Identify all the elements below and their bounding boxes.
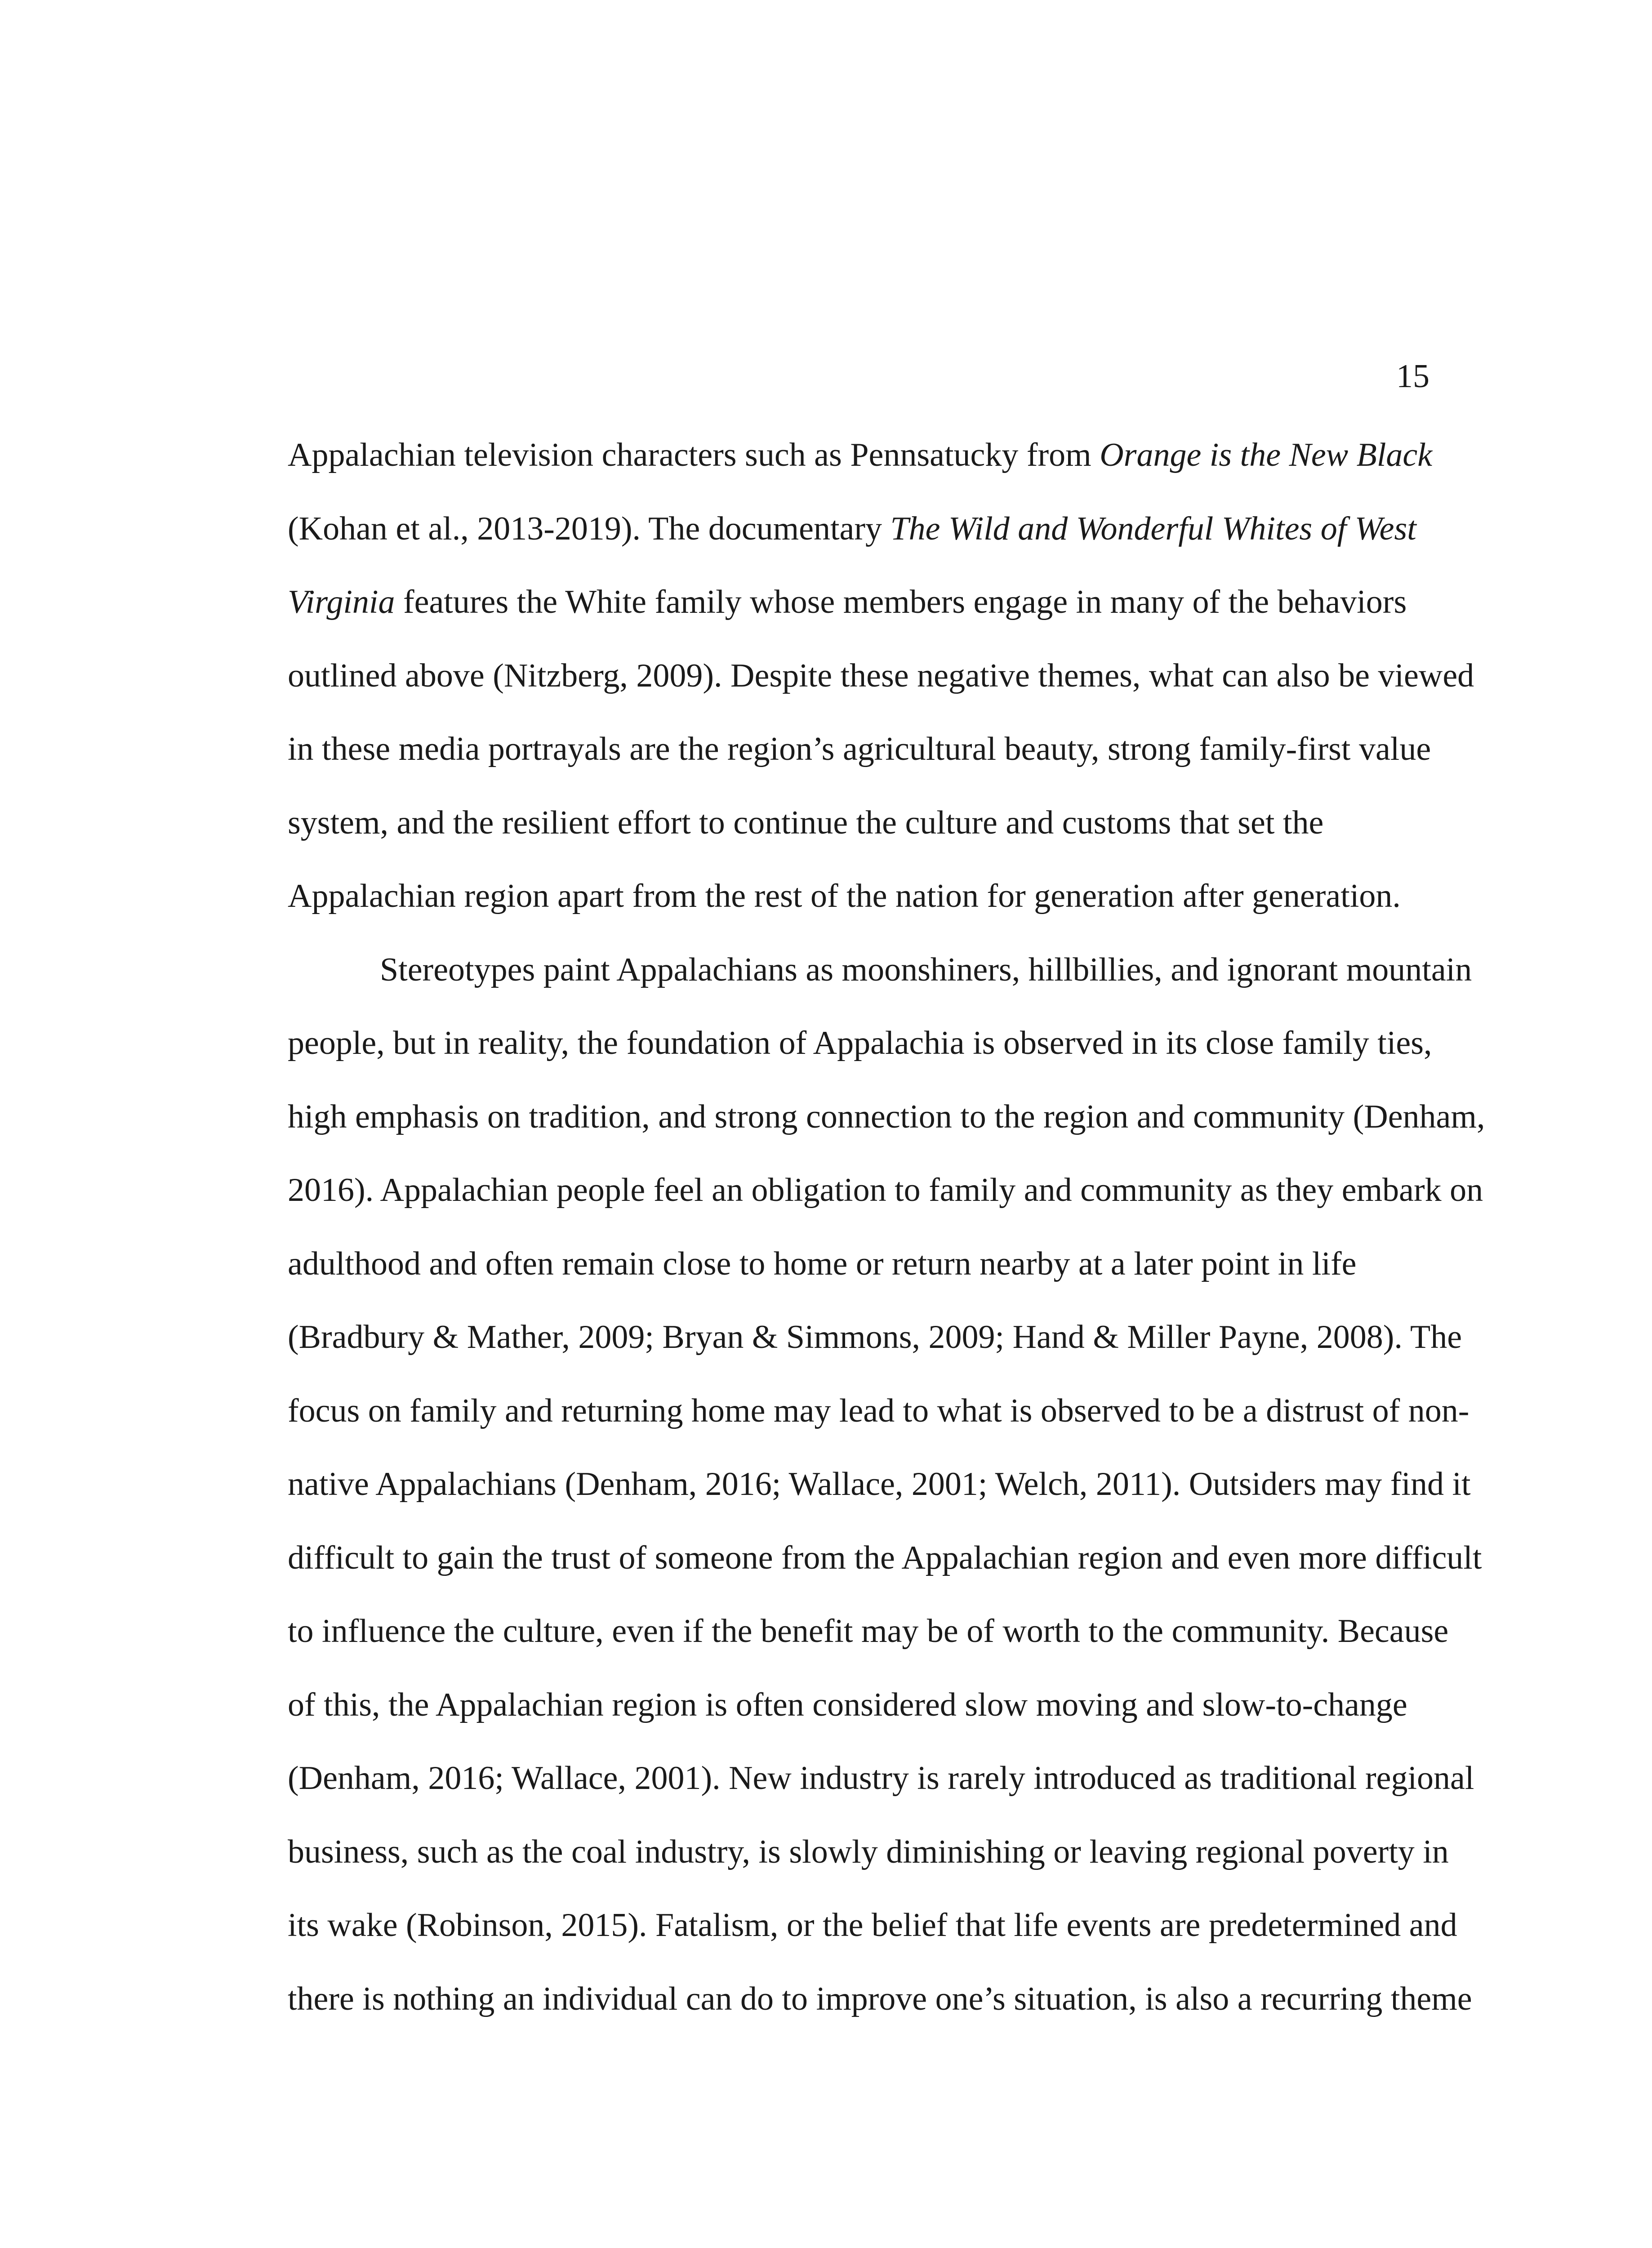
text-run: Appalachian television characters such as Pennsatucky from xyxy=(288,437,1100,473)
text-line xyxy=(288,1615,1448,1648)
text-line xyxy=(288,1026,1432,1060)
text-line xyxy=(288,1835,1449,1869)
text-line xyxy=(288,659,1474,692)
text-line xyxy=(288,1173,1483,1207)
text-run: (Kohan et al., 2013-2019). The documentary xyxy=(288,510,891,547)
text-line xyxy=(288,1762,1474,1795)
text-run: business, such as the coal industry, is slowly diminishing or leaving regional poverty in xyxy=(288,1833,1449,1870)
text-run: its wake (Robinson, 2015). Fatalism, or the belief that life events are predetermined and xyxy=(288,1907,1457,1944)
text-run: native Appalachians (Denham, 2016; Wallace, 2001; Welch, 2011). Outsiders may find it xyxy=(288,1466,1471,1503)
text-line xyxy=(288,806,1323,839)
page-number: 15 xyxy=(1396,358,1429,395)
text-run: (Denham, 2016; Wallace, 2001). New industry is rarely introduced as traditional regional xyxy=(288,1760,1474,1797)
text-line xyxy=(288,1100,1485,1133)
text-run: in these media portrayals are the region’s agricultural beauty, strong family-first value xyxy=(288,731,1431,767)
text-line xyxy=(288,512,1416,545)
text-run: there is nothing an individual can do to improve one’s situation, is also a recurring theme xyxy=(288,1980,1472,2017)
italic-title: The Wild and Wonderful Whites of West xyxy=(890,510,1416,547)
text-line xyxy=(288,1467,1471,1501)
text-run: people, but in reality, the foundation of Appalachia is observed in its close family ties, xyxy=(288,1025,1432,1062)
italic-title: Orange is the New Black xyxy=(1100,437,1433,473)
text-line xyxy=(288,1320,1462,1354)
text-run: difficult to gain the trust of someone from the Appalachian region and even more difficult xyxy=(288,1539,1482,1576)
text-line xyxy=(288,438,1432,472)
text-run: adulthood and often remain close to home or return nearby at a later point in life xyxy=(288,1245,1357,1282)
text-run: Stereotypes paint Appalachians as moonshiners, hillbillies, and ignorant mountain xyxy=(380,951,1472,988)
text-run: outlined above (Nitzberg, 2009). Despite these negative themes, what can also be viewed xyxy=(288,657,1474,694)
text-line xyxy=(288,1394,1469,1427)
text-line xyxy=(288,1541,1482,1574)
text-line xyxy=(288,879,1401,913)
text-line xyxy=(288,585,1407,619)
text-run: system, and the resilient effort to continue the culture and customs that set the xyxy=(288,804,1324,841)
text-line xyxy=(380,953,1472,986)
text-run: focus on family and returning home may lead to what is observed to be a distrust of non- xyxy=(288,1392,1469,1429)
text-run: Appalachian region apart from the rest of the nation for generation after generation. xyxy=(288,878,1401,914)
text-run: (Bradbury & Mather, 2009; Bryan & Simmons, 2009; Hand & Miller Payne, 2008). The xyxy=(288,1319,1462,1356)
text-run: to influence the culture, even if the benefit may be of worth to the community. Because xyxy=(288,1613,1449,1650)
text-run: 2016). Appalachian people feel an obligation to family and community as they embark on xyxy=(288,1172,1483,1209)
italic-title: Virginia xyxy=(288,584,395,620)
text-run: of this, the Appalachian region is often considered slow moving and slow-to-change xyxy=(288,1686,1407,1723)
text-line xyxy=(288,1909,1457,1942)
text-line xyxy=(288,1247,1356,1280)
text-run: high emphasis on tradition, and strong connection to the region and community (Denham, xyxy=(288,1098,1485,1135)
text-line xyxy=(288,732,1431,766)
text-line xyxy=(288,1688,1407,1722)
text-run: features the White family whose members engage in many of the behaviors xyxy=(395,584,1407,620)
text-line xyxy=(288,1982,1472,2016)
